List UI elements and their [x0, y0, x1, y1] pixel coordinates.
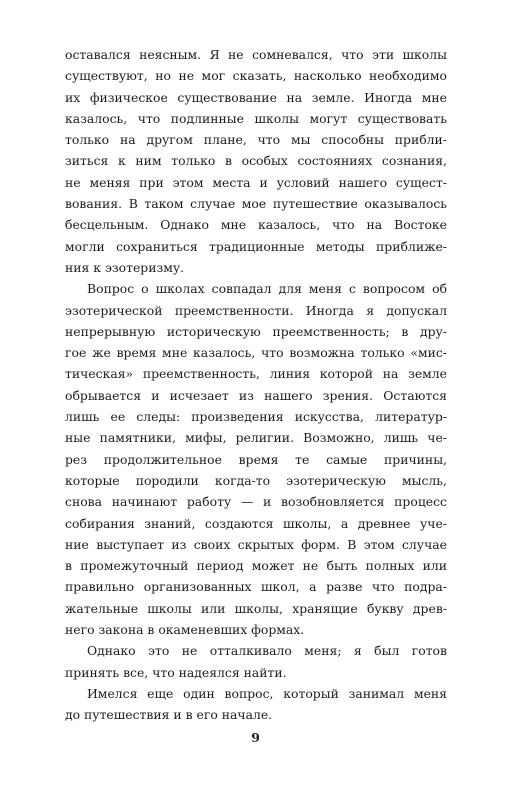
text-line: их физическое существование на земле. Иногда мне: [65, 89, 447, 105]
text-line: существуют, но не мог сказать, насколько необходимо: [65, 68, 447, 84]
text-line: могли сохраниться традиционные методы приближе-: [65, 238, 447, 254]
paragraph-2: [65, 278, 447, 640]
text-line: до путешествия и в его начале.: [65, 707, 273, 723]
text-line: лишь ее следы: произведения искусства, литератур-: [65, 409, 447, 425]
text-line: непрерывную историческую преемственность; в дру-: [65, 323, 447, 339]
text-line: которые породили когда-то эзотерическую мысль,: [65, 472, 447, 488]
text-line: бесцельным. Однако мне казалось, что на Востоке: [65, 217, 447, 233]
text-line: оставался неясным. Я не сомневался, что эти школы: [65, 47, 447, 62]
text-line: гое же время мне казалось, что возможна только «мис-: [65, 345, 447, 361]
text-line: собирания знаний, создаются школы, а древнее уче-: [65, 515, 447, 531]
text-line: зиться к ним только в особых состояниях сознания,: [65, 153, 447, 169]
text-line: вования. В таком случае мое путешествие оказывалось: [65, 196, 447, 212]
text-line: Однако это не отталкивало меня; я был готов: [87, 643, 447, 659]
text-line: правильно организованных школ, а разве что подра-: [65, 579, 447, 595]
paragraph-3: [65, 640, 447, 683]
text-line: казалось, что подлинные школы могут существовать: [65, 110, 447, 126]
text-line: ния к эзотеризму.: [65, 259, 185, 275]
text-line: не меняя при этом места и условий нашего сущест-: [65, 174, 447, 190]
paragraph-1: [65, 44, 447, 278]
text-line: рез продолжительное время те самые причины,: [65, 451, 447, 467]
page-body: [65, 44, 447, 726]
text-line: жательные школы или школы, хранящие букву древ-: [65, 600, 447, 616]
text-line: обрывается и исчезает из нашего зрения. Остаются: [65, 387, 447, 403]
text-line: него закона в окаменевших формах.: [65, 622, 305, 638]
text-line: снова начинают работу — и возобновляется процесс: [65, 494, 447, 510]
text-line: тическая» преемственность, линия которой на земле: [65, 366, 447, 382]
text-line: эзотерической преемственности. Иногда я допускал: [65, 302, 447, 318]
text-line: ние выступает из своих скрытых форм. В этом случае: [65, 536, 447, 552]
text-line: принять все, что надеялся найти.: [65, 664, 287, 680]
text-line: ные памятники, мифы, религии. Возможно, лишь че-: [65, 430, 447, 446]
page-number: 9: [251, 730, 260, 745]
text-line: только на другом плане, что мы способны прибли-: [65, 132, 447, 148]
text-line: Вопрос о школах совпадал для меня с вопросом об: [87, 281, 447, 297]
text-line: Имелся еще один вопрос, который занимал меня: [87, 685, 447, 701]
text-line: в промежуточный период может не быть полных или: [65, 558, 447, 574]
paragraph-4: [65, 683, 447, 726]
